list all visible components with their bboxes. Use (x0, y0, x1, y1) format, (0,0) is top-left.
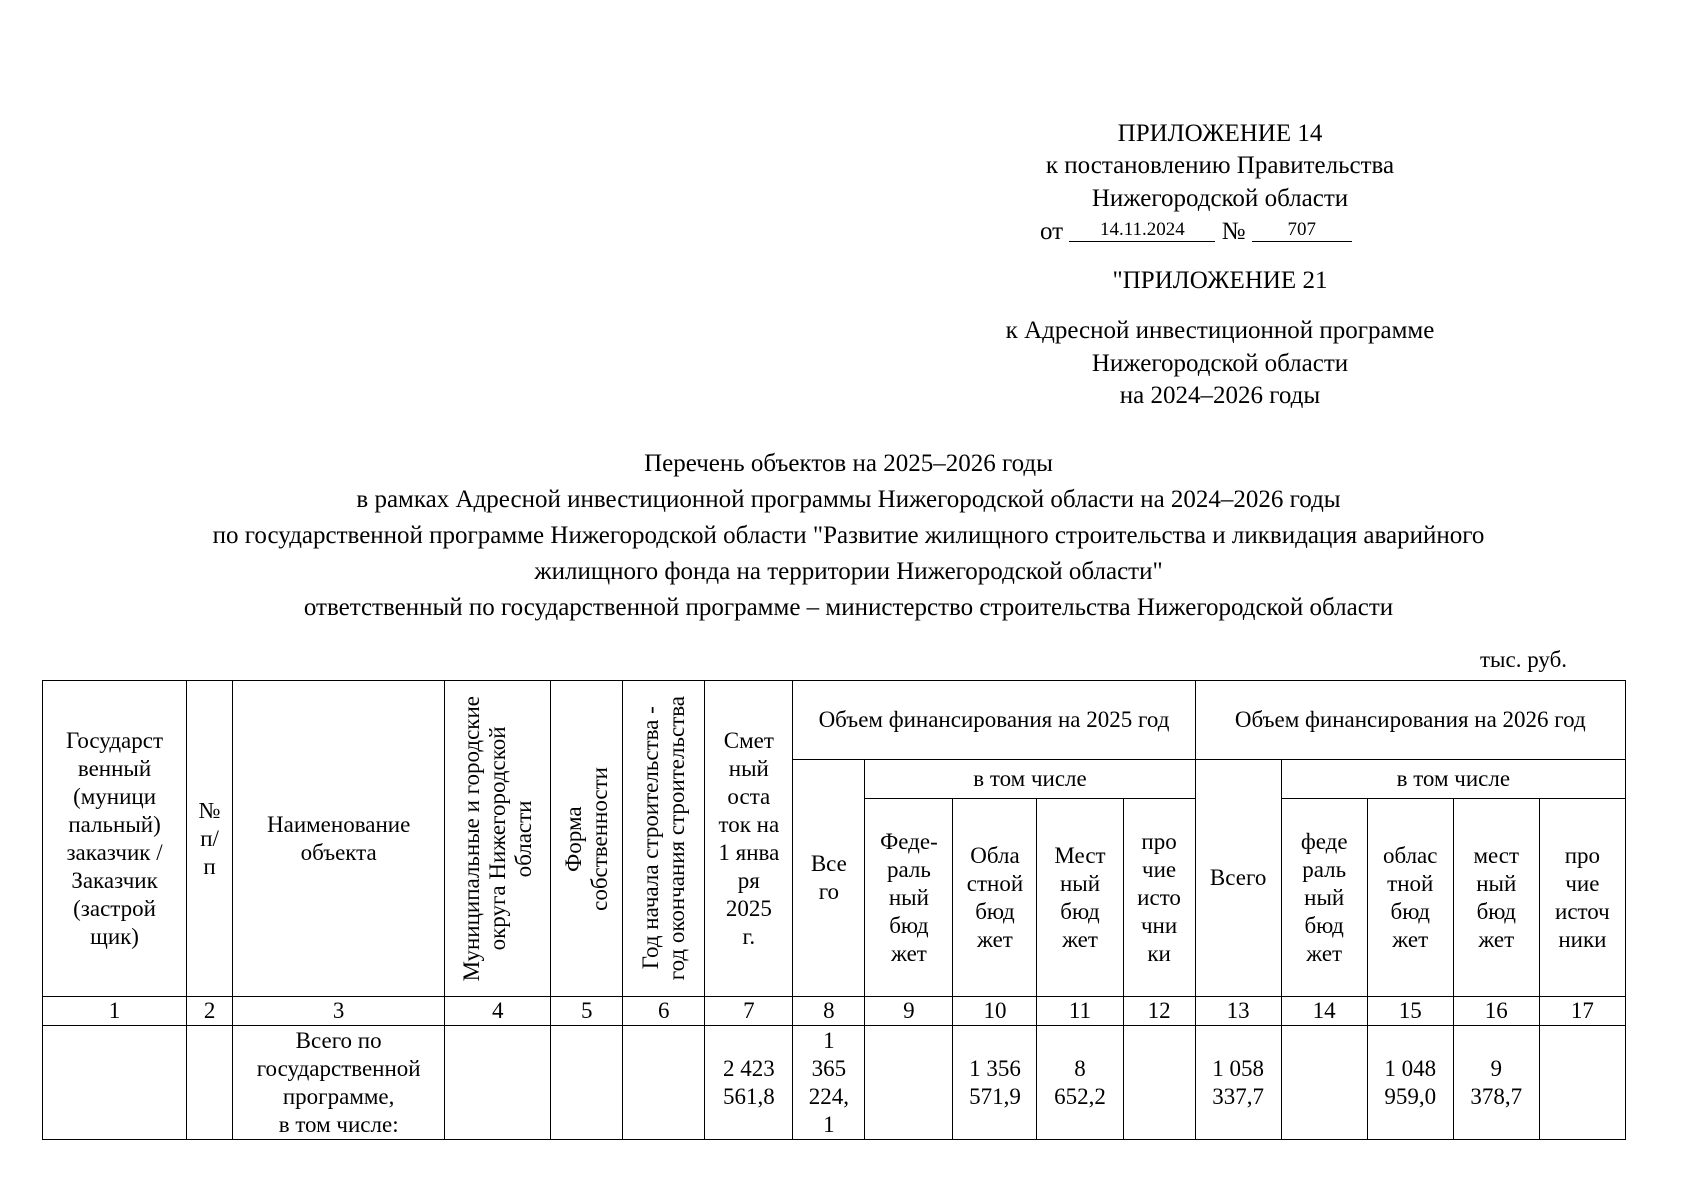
column-number: 9 (865, 997, 953, 1026)
column-number: 12 (1123, 997, 1195, 1026)
local-2026-cell: 9 378,7 (1453, 1026, 1539, 1140)
header-federal-2025: Феде- раль ный бюд жет (865, 799, 953, 997)
column-number: 11 (1037, 997, 1123, 1026)
header-number: № п/ п (187, 681, 233, 997)
header-including-2025: в том числе (865, 760, 1195, 799)
column-number: 1 (43, 997, 187, 1026)
total-number-cell (187, 1026, 233, 1140)
total-2025-cell: 1 365 224, 1 (793, 1026, 865, 1140)
header-estimate: Смет ный оста ток на 1 янва ря 2025 г. (705, 681, 793, 997)
column-number: 3 (233, 997, 445, 1026)
units-label: тыс. руб. (1480, 647, 1568, 672)
appendix21-line-2: к Адресной инвестиционной программе (1005, 317, 1435, 344)
document-title-line-2: в рамках Адресной инвестиционной программы Нижегородской области на 2024–2026 годы (356, 486, 1341, 513)
objects-table (42, 680, 1626, 1140)
header-other-2025: про чие исто чни ки (1123, 799, 1195, 997)
header-other-2026: про чие источ ники (1539, 799, 1625, 997)
header-municipalities-text: Муниципальные и городские округа Нижегородской области (458, 695, 536, 982)
total-ownership-cell (551, 1026, 623, 1140)
column-numbers-row (43, 997, 1626, 1026)
header-funding-2025: Объем финансирования на 2025 год (793, 681, 1195, 760)
total-2026-cell: 1 058 337,7 (1195, 1026, 1281, 1140)
column-number: 10 (953, 997, 1037, 1026)
column-number: 17 (1539, 997, 1625, 1026)
column-number: 14 (1281, 997, 1367, 1026)
header-regional-2025: Обла стной бюд жет (953, 799, 1037, 997)
total-municipalities-cell (445, 1026, 551, 1140)
header-total-2025: Все го (793, 760, 865, 997)
column-number: 15 (1367, 997, 1453, 1026)
header-funding-2026: Объем финансирования на 2026 год (1195, 681, 1625, 760)
total-estimate-cell: 2 423 561,8 (705, 1026, 793, 1140)
header-ownership (551, 681, 623, 997)
regional-2025-cell: 1 356 571,9 (953, 1026, 1037, 1140)
other-2025-cell (1123, 1026, 1195, 1140)
header-years-text: Год начала строительства - год окончания строительства (637, 696, 689, 981)
column-number: 5 (551, 997, 623, 1026)
federal-2026-cell (1281, 1026, 1367, 1140)
local-2025-cell: 8 652,2 (1037, 1026, 1123, 1140)
appendix21-title: "ПРИЛОЖЕНИЕ 21 (1112, 267, 1328, 294)
header-municipalities (445, 681, 551, 997)
header-local-2025: Мест ный бюд жет (1037, 799, 1123, 997)
header-years (623, 681, 705, 997)
appendix-line-3: Нижегородской области (1091, 185, 1349, 212)
total-name-cell: Всего по государственной программе, в том числе: (233, 1026, 445, 1140)
date-number-row (1040, 216, 1352, 248)
number-sign: № (1221, 218, 1246, 245)
header-regional-2026: облас тной бюд жет (1367, 799, 1453, 997)
appendix-title: ПРИЛОЖЕНИЕ 14 (1117, 120, 1323, 147)
regional-2026-cell: 1 048 959,0 (1367, 1026, 1453, 1140)
header-local-2026: мест ный бюд жет (1453, 799, 1539, 997)
date-value: 14.11.2024 (1069, 219, 1215, 242)
total-row (43, 1026, 1626, 1140)
header-customer: Государст венный (муници пальный) заказчик / Заказчик (застрой щик) (43, 681, 187, 997)
federal-2025-cell (865, 1026, 953, 1140)
document-title-line-4: жилищного фонда на территории Нижегородской области" (534, 558, 1163, 585)
number-value: 707 (1252, 219, 1352, 242)
column-number: 2 (187, 997, 233, 1026)
header-total-2026: Всего (1195, 760, 1281, 997)
column-number: 4 (445, 997, 551, 1026)
header-federal-2026: феде раль ный бюд жет (1281, 799, 1367, 997)
column-number: 6 (623, 997, 705, 1026)
document-title-line-5: ответственный по государственной программе – министерство строительства Нижегородской области (303, 594, 1394, 621)
appendix21-line-4: на 2024–2026 годы (1119, 382, 1321, 409)
appendix-line-2: к постановлению Правительства (1045, 152, 1395, 179)
document-title-line-1: Перечень объектов на 2025–2026 годы (644, 450, 1053, 477)
column-number: 8 (793, 997, 865, 1026)
column-number: 7 (705, 997, 793, 1026)
header-including-2026: в том числе (1281, 760, 1625, 799)
other-2026-cell (1539, 1026, 1625, 1140)
document-title-line-3: по государственной программе Нижегородской области "Развитие жилищного строительства и ликвидация аварийного (212, 522, 1485, 549)
header-ownership-text: Форма собственности (560, 766, 612, 911)
date-prefix: от (1040, 218, 1064, 245)
header-object-name: Наименование объекта (233, 681, 445, 997)
total-customer-cell (43, 1026, 187, 1140)
appendix21-line-3: Нижегородской области (1091, 350, 1349, 377)
column-number: 13 (1195, 997, 1281, 1026)
total-years-cell (623, 1026, 705, 1140)
column-number: 16 (1453, 997, 1539, 1026)
